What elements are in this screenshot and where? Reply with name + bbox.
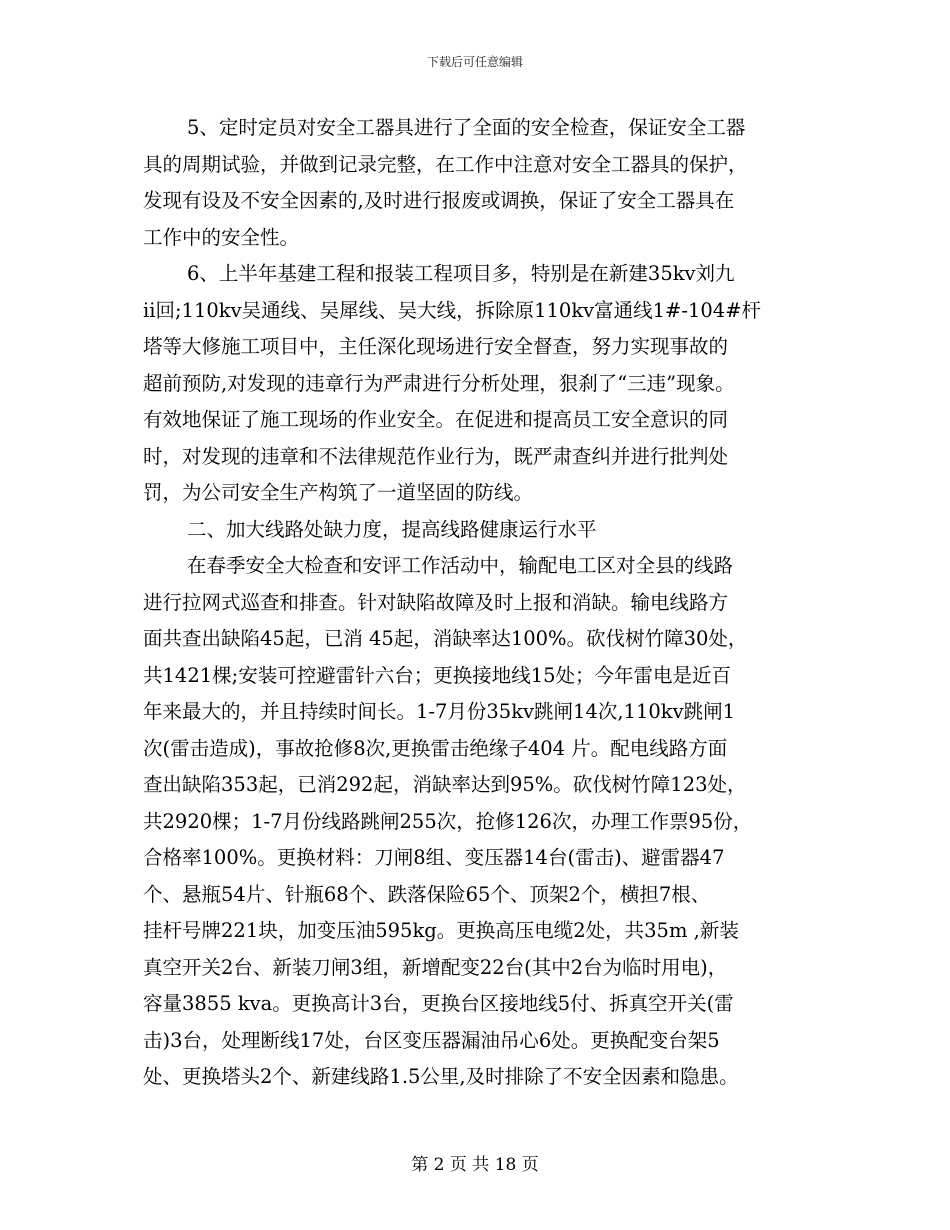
text-line: ⅱ回;110kv吴通线、吴犀线、吴大线，拆除原110kv富通线1#-104#杆 [143,298,762,322]
text-line: 次(雷击造成)，事故抢修8次,更换雷击绝缘子404 片。配电线路方面 [143,736,728,760]
text-line: 挂杆号牌221块，加变压油595kg。更换高压电缆2处，共35m ,新装 [143,919,739,942]
page-header: 下载后可任意编辑 [426,55,523,69]
text-line: 容量3855 kva。更换高计3台，更换台区接地线5付、拆真空开关(雷 [143,992,734,1015]
text-line: 罚，为公司安全生产构筑了一道坚固的防线。 [143,481,534,504]
text-line: 共1421棵;安装可控避雷针六台；更换接地线15处；今年雷电是近百 [143,663,732,687]
text-line: 进行拉网式巡查和排查。针对缺陷故障及时上报和消缺。输电线路方 [143,590,729,614]
text-line: 超前预防,对发现的违章行为严肃进行分析处理，狠刹了“三违”现象。 [143,371,735,395]
text-line: 击)3台，处理断线17处，台区变压器漏油吊心6处。更换配变台架5 [143,1028,720,1052]
text-line: 合格率100%。更换材料：刀闸8组、变压器14台(雷击)、避雷器47 [143,846,725,869]
text-line: 6、上半年基建工程和报装工程项目多，特别是在新建35kv刘九 [187,262,735,285]
section-heading: 二、加大线路处缺力度，提高线路健康运行水平 [187,517,597,541]
text-line: 真空开关2台、新装刀闸3组，新增配变22台(其中2台为临时用电)， [143,955,728,979]
text-line: 处、更换塔头2个、新建线路1.5公里,及时排除了不安全因素和隐患。 [143,1065,739,1088]
text-line: 面共查出缺陷45起，已消 45起，消缺率达100%。砍伐树竹障30处， [143,627,748,650]
text-line: 有效地保证了施工现场的作业安全。在促进和提高员工安全意识的同 [143,408,729,431]
text-line: 年来最大的，并且持续时间长。1-7月份35kv跳闸14次,110kv跳闸1 [143,700,736,723]
page-number: 第 2 页 共 18 页 [411,1155,539,1175]
document-body [143,110,815,1096]
text-line: 具的周期试验，并做到记录完整，在工作中注意对安全工器具的保护， [143,152,748,176]
text-line: 查出缺陷353起，已消292起，消缺率达到95%。砍伐树竹障123处， [143,773,747,796]
text-line: 发现有设及不安全因素的,及时进行报废或调换，保证了安全工器具在 [143,189,735,212]
text-line: 5、定时定员对安全工器具进行了全面的安全检查，保证安全工器 [187,116,746,139]
text-line: 个、悬瓶54片、针瓶68个、跌落保险65个、顶架2个，横担7根、 [143,882,711,906]
text-line: 塔等大修施工项目中，主任深化现场进行安全督查，努力实现事故的 [143,335,729,358]
text-line: 共2920棵；1-7月份线路跳闸255次，抢修126次，办理工作票95份， [143,809,753,833]
text-line: 在春季安全大检查和安评工作活动中，输配电工区对全县的线路 [187,554,734,577]
text-line: 时，对发现的违章和不法律规范作业行为，既严肃查纠并进行批判处 [143,444,729,468]
text-line: 工作中的安全性。 [143,225,300,249]
